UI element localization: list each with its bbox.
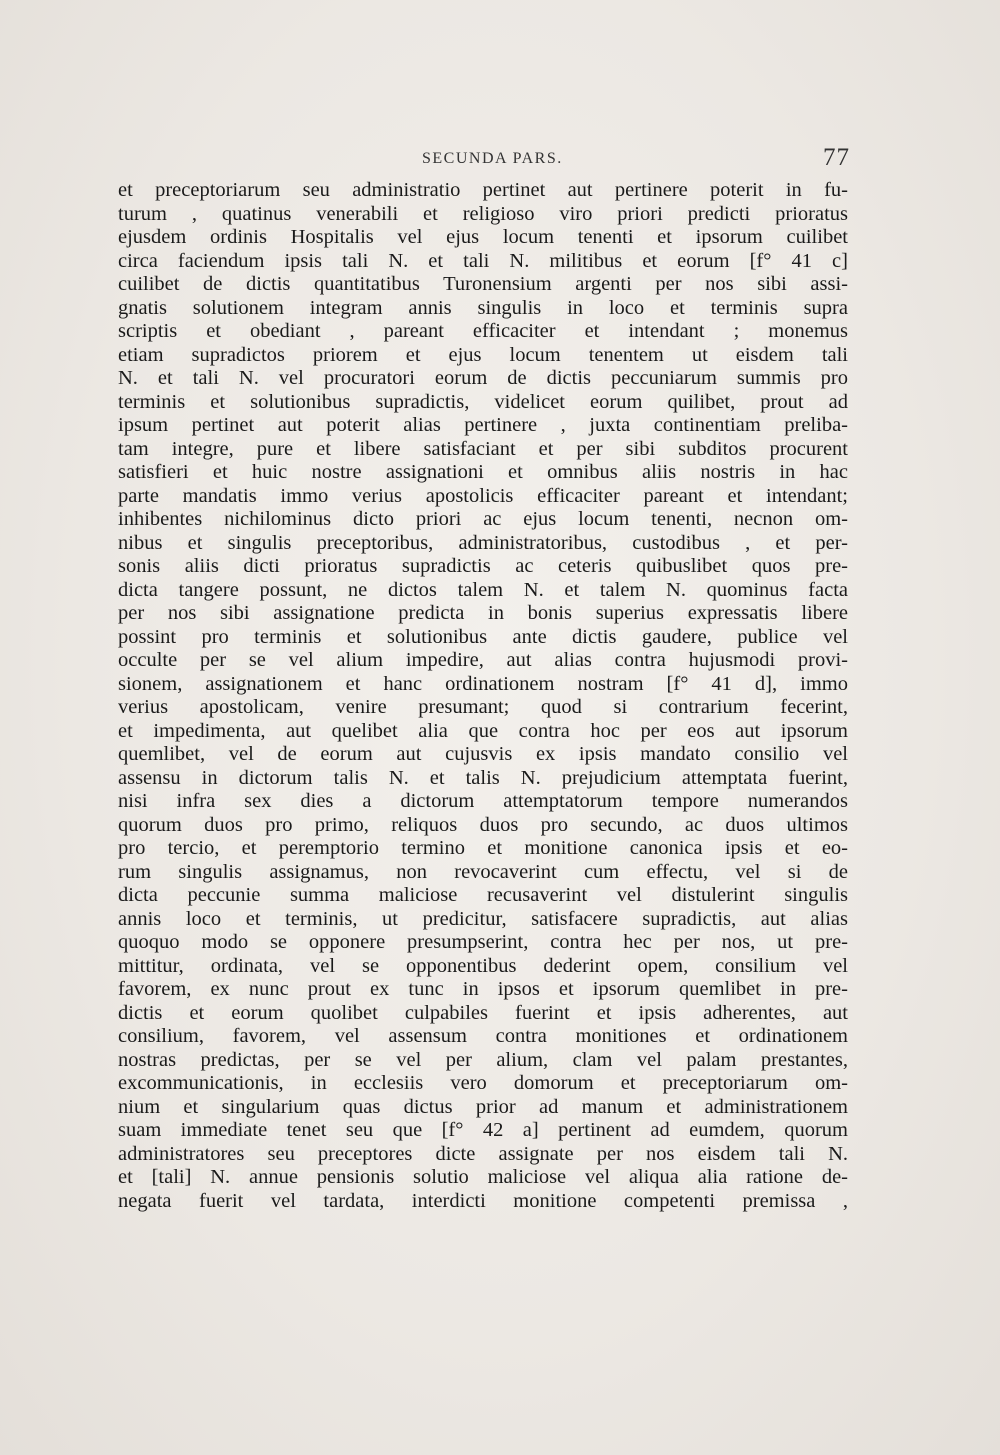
text-line: verius apostolicam, venire presumant; quod si contrarium fecerint, [118,696,848,718]
text-line: annis loco et terminis, ut predicitur, satisfacere supradictis, aut alias [118,907,848,930]
text-line: scriptis et obediant , pareant efficaciter et intendant ; monemus [118,320,848,342]
text-line: cuilibet de dictis quantitatibus Turonensium argenti per nos sibi assi- [118,273,848,295]
text-line: possint pro terminis et solutionibus ante dictis gaudere, publice vel [118,625,848,648]
text-line: assensu in dictorum talis N. et talis N. prejudicium attemptata fuerint, [118,766,848,789]
text-line: suam immediate tenet seu que [f° 42 a] pertinent ad eumdem, quorum [118,1119,848,1141]
text-line: consilium, favorem, vel assensum contra monitiones et ordinationem [118,1025,848,1047]
running-head [120,144,850,178]
text-line: per nos sibi assignatione predicta in bonis superius expressatis libere [118,602,848,624]
text-line: quemlibet, vel de eorum aut cujusvis ex ipsis mandato consilio vel [118,743,848,765]
text-line: gnatis solutionem integram annis singulis in loco et terminis supra [118,296,848,319]
text-line: favorem, ex nunc prout ex tunc in ipsos et ipsorum quemlibet in pre- [118,978,848,1000]
text-line: sonis aliis dicti prioratus supradictis ac ceteris quibuslibet quos pre- [118,555,848,577]
text-line: dicta tangere possunt, ne dictos talem N. et talem N. quominus facta [118,578,848,601]
text-line: ipsum pertinet aut poterit alias pertinere , juxta continentiam preliba- [118,414,848,436]
text-line: dicta peccunie summa maliciose recusaverint vel distulerint singulis [118,884,848,906]
text-line: et [tali] N. annue pensionis solutio maliciose vel aliqua alia ratione de- [118,1166,848,1188]
text-line: etiam supradictos priorem et ejus locum tenentem ut eisdem tali [118,343,848,366]
text-line: nostras predictas, per se vel per alium, clam vel palam prestantes, [118,1048,848,1071]
text-line: satisfieri et huic nostre assignationi et omnibus aliis nostris in hac [118,461,848,483]
body-text [118,179,848,1213]
text-line: et preceptoriarum seu administratio pertinet aut pertinere poterit in fu- [118,179,848,201]
text-line: quoquo modo se opponere presumpserint, contra hec per nos, ut pre- [118,931,848,953]
text-line: terminis et solutionibus supradictis, videlicet eorum quilibet, prout ad [118,390,848,413]
text-line: negata fuerit vel tardata, interdicti monitione competenti premissa , [118,1189,848,1212]
text-line: rum singulis assignamus, non revocaverint cum effectu, vel si de [118,860,848,883]
text-line: excommunicationis, in ecclesiis vero domorum et preceptoriarum om- [118,1072,848,1094]
text-line: mittitur, ordinata, vel se opponentibus dederint opem, consilium vel [118,954,848,977]
page-number: 77 [823,144,850,171]
text-line: ejusdem ordinis Hospitalis vel ejus locum tenenti et ipsorum cuilibet [118,226,848,248]
text-line: N. et tali N. vel procuratori eorum de dictis peccuniarum summis pro [118,367,848,389]
text-line: nium et singularium quas dictus prior ad manum et administrationem [118,1095,848,1118]
text-line: occulte per se vel alium impedire, aut alias contra hujusmodi provi- [118,649,848,671]
text-line: dictis et eorum quolibet culpabiles fuerint et ipsis adherentes, aut [118,1001,848,1024]
text-line: et impedimenta, aut quelibet alia que contra hoc per eos aut ipsorum [118,719,848,742]
text-line: administratores seu preceptores dicte assignate per nos eisdem tali N. [118,1142,848,1165]
text-line: pro tercio, et peremptorio termino et monitione canonica ipsis et eo- [118,837,848,859]
text-line: circa faciendum ipsis tali N. et tali N. militibus et eorum [f° 41 c] [118,249,848,272]
text-line: nibus et singulis preceptoribus, administratoribus, custodibus , et per- [118,531,848,554]
running-title: SECUNDA PARS. [422,150,563,167]
text-line: parte mandatis immo verius apostolicis efficaciter pareant et intendant; [118,484,848,507]
text-line: inhibentes nichilominus dicto priori ac ejus locum tenenti, necnon om- [118,508,848,530]
text-line: quorum duos pro primo, reliquos duos pro secundo, ac duos ultimos [118,813,848,836]
text-line: tam integre, pure et libere satisfaciant et per sibi subditos procurent [118,437,848,460]
text-line: nisi infra sex dies a dictorum attemptatorum tempore numerandos [118,790,848,812]
text-line: turum , quatinus venerabili et religioso viro priori predicti prioratus [118,202,848,225]
text-line: sionem, assignationem et hanc ordinationem nostram [f° 41 d], immo [118,672,848,695]
